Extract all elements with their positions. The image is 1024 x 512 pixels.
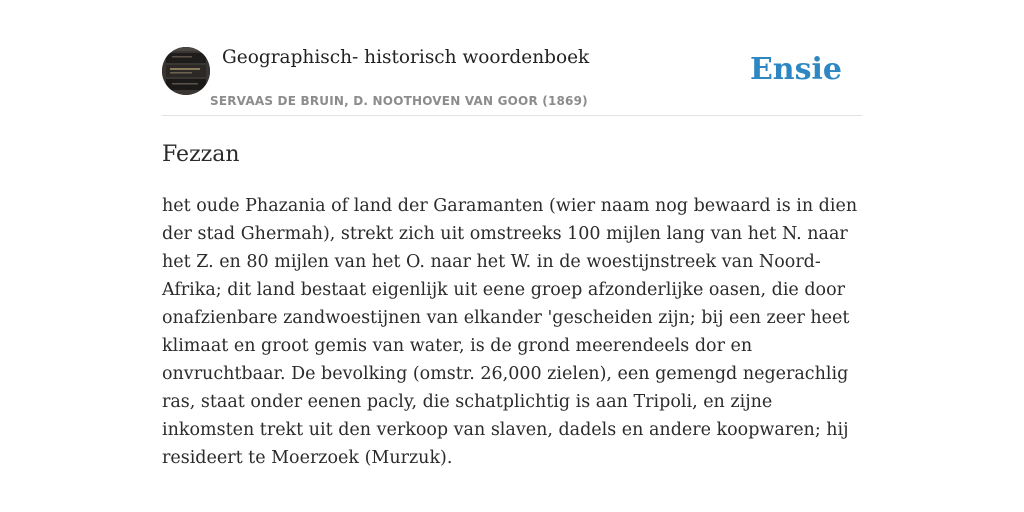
book-header — [162, 0, 862, 116]
book-title[interactable]: Geographisch- historisch woordenboek — [222, 47, 590, 68]
book-cover-icon[interactable] — [162, 47, 210, 95]
page-content — [162, 0, 862, 512]
ensie-logo[interactable]: Ensie — [749, 52, 842, 87]
entry-title: Fezzan — [162, 142, 240, 167]
entry-body: het oude Phazania of land der Garamanten (wier naam nog bewaard is in dien der stad Ghermah), strekt zich uit omstreeks 100 mijlen lang van het N. naar het Z. en 80 mijlen van het O. naar het W. in de woestijnstreek van Noord-Afrika; dit land bestaat eigenlijk uit eene groep afzonderlijke oasen, die door onafzienbare zandwoestijnen van elkander 'gescheiden zijn; bij een zeer heet klimaat en groot gemis van water, is de grond meerendeels dor en onvruchtbaar. De bevolking (omstr. 26,000 zielen), een gemengd negerachlig ras, staat onder eenen pacly, die schatplichtig is aan Tripoli, en zijne inkomsten trekt uit den verkoop van slaven, dadels en andere koopwaren; hij resideert te Moerzoek (Murzuk). — [162, 196, 858, 468]
book-authors: SERVAAS DE BRUIN, D. NOOTHOVEN VAN GOOR (1869) — [210, 94, 588, 108]
